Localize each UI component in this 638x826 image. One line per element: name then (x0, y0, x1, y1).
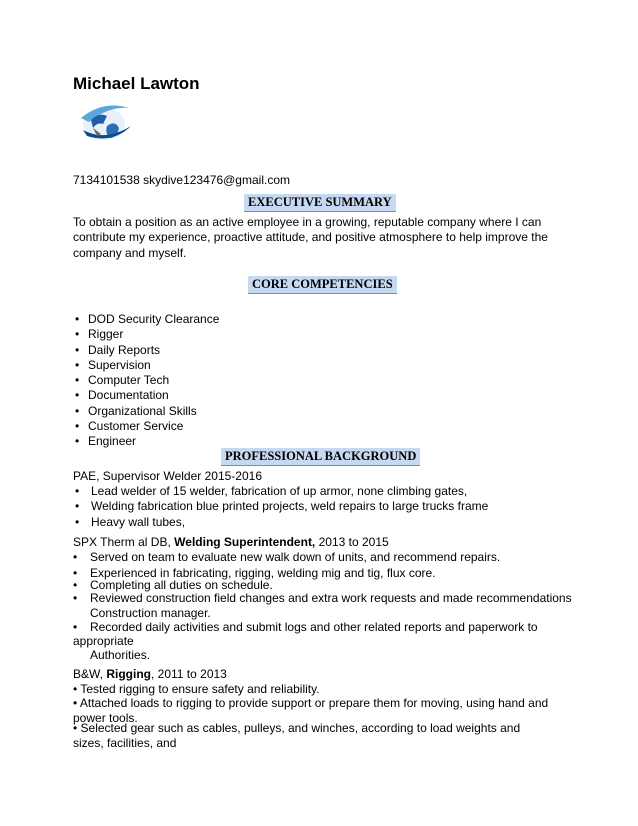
list-item: • Supervision (73, 358, 219, 373)
list-item-continuation: appropriate (73, 634, 134, 648)
core-competencies-heading: CORE COMPETENCIES (248, 276, 397, 294)
list-item: • Attached loads to rigging to provide support or prepare them for moving, using hand and power tools. (73, 696, 549, 725)
job-dates: , 2011 to 2013 (151, 667, 227, 681)
list-item: • Daily Reports (73, 343, 219, 358)
list-item: • Selected gear such as cables, pulleys, and winches, according to load weights and sizes, facilities, and (73, 721, 521, 750)
list-item: • Tested rigging to ensure safety and reliability. (73, 682, 320, 696)
job-header-company: B&W, (73, 667, 107, 681)
list-item: • Recorded daily activities and submit logs and other related reports and paperwork to (73, 620, 538, 634)
list-item: • Customer Service (73, 419, 219, 434)
competency-list (73, 312, 219, 450)
list-item: • Served on team to evaluate new walk down of units, and recommend repairs. (73, 550, 501, 564)
list-item: • DOD Security Clearance (73, 312, 219, 327)
list-item: • Completing all duties on schedule. (73, 578, 273, 592)
professional-background-heading: PROFESSIONAL BACKGROUND (221, 448, 420, 466)
executive-summary-heading: EXECUTIVE SUMMARY (244, 194, 396, 212)
summary-paragraph: To obtain a position as an active employee in a growing, reputable company where I can contribute my experience, proactive attitude, and positive atmosphere to help improve the company and myself. (73, 215, 548, 260)
pae-duties-list (73, 484, 488, 530)
list-item: • Rigger (73, 327, 219, 342)
contact-info: 7134101538 skydive123476@gmail.com (73, 173, 290, 187)
list-item-continuation: Authorities. (90, 648, 151, 662)
list-item: • Organizational Skills (73, 404, 219, 419)
list-item: • Lead welder of 15 welder, fabrication of up armor, none climbing gates, (73, 484, 488, 499)
list-item: • Computer Tech (73, 373, 219, 388)
job-title: Welding Superintendent, (174, 535, 316, 549)
globe-logo-icon (73, 98, 135, 148)
list-item: • Engineer (73, 434, 219, 449)
list-item: • Heavy wall tubes, (73, 515, 488, 530)
list-item: • Welding fabrication blue printed projects, weld repairs to large trucks frame (73, 499, 488, 514)
applicant-name: Michael Lawton (73, 74, 200, 93)
job-title: Rigging (106, 667, 151, 681)
list-item: • Documentation (73, 388, 219, 403)
list-item: • Experienced in fabricating, rigging, welding mig and tig, flux core. (73, 566, 436, 580)
job-header-company: SPX Therm al DB, (73, 535, 175, 549)
list-item: • Reviewed construction field changes and extra work requests and made recommendations Construction manager. (73, 591, 572, 620)
job-header-bw (73, 667, 227, 682)
job-header-spx (73, 535, 389, 550)
job-dates: 2013 to 2015 (315, 535, 389, 549)
job-header-pae: PAE, Supervisor Welder 2015-2016 (73, 469, 262, 483)
